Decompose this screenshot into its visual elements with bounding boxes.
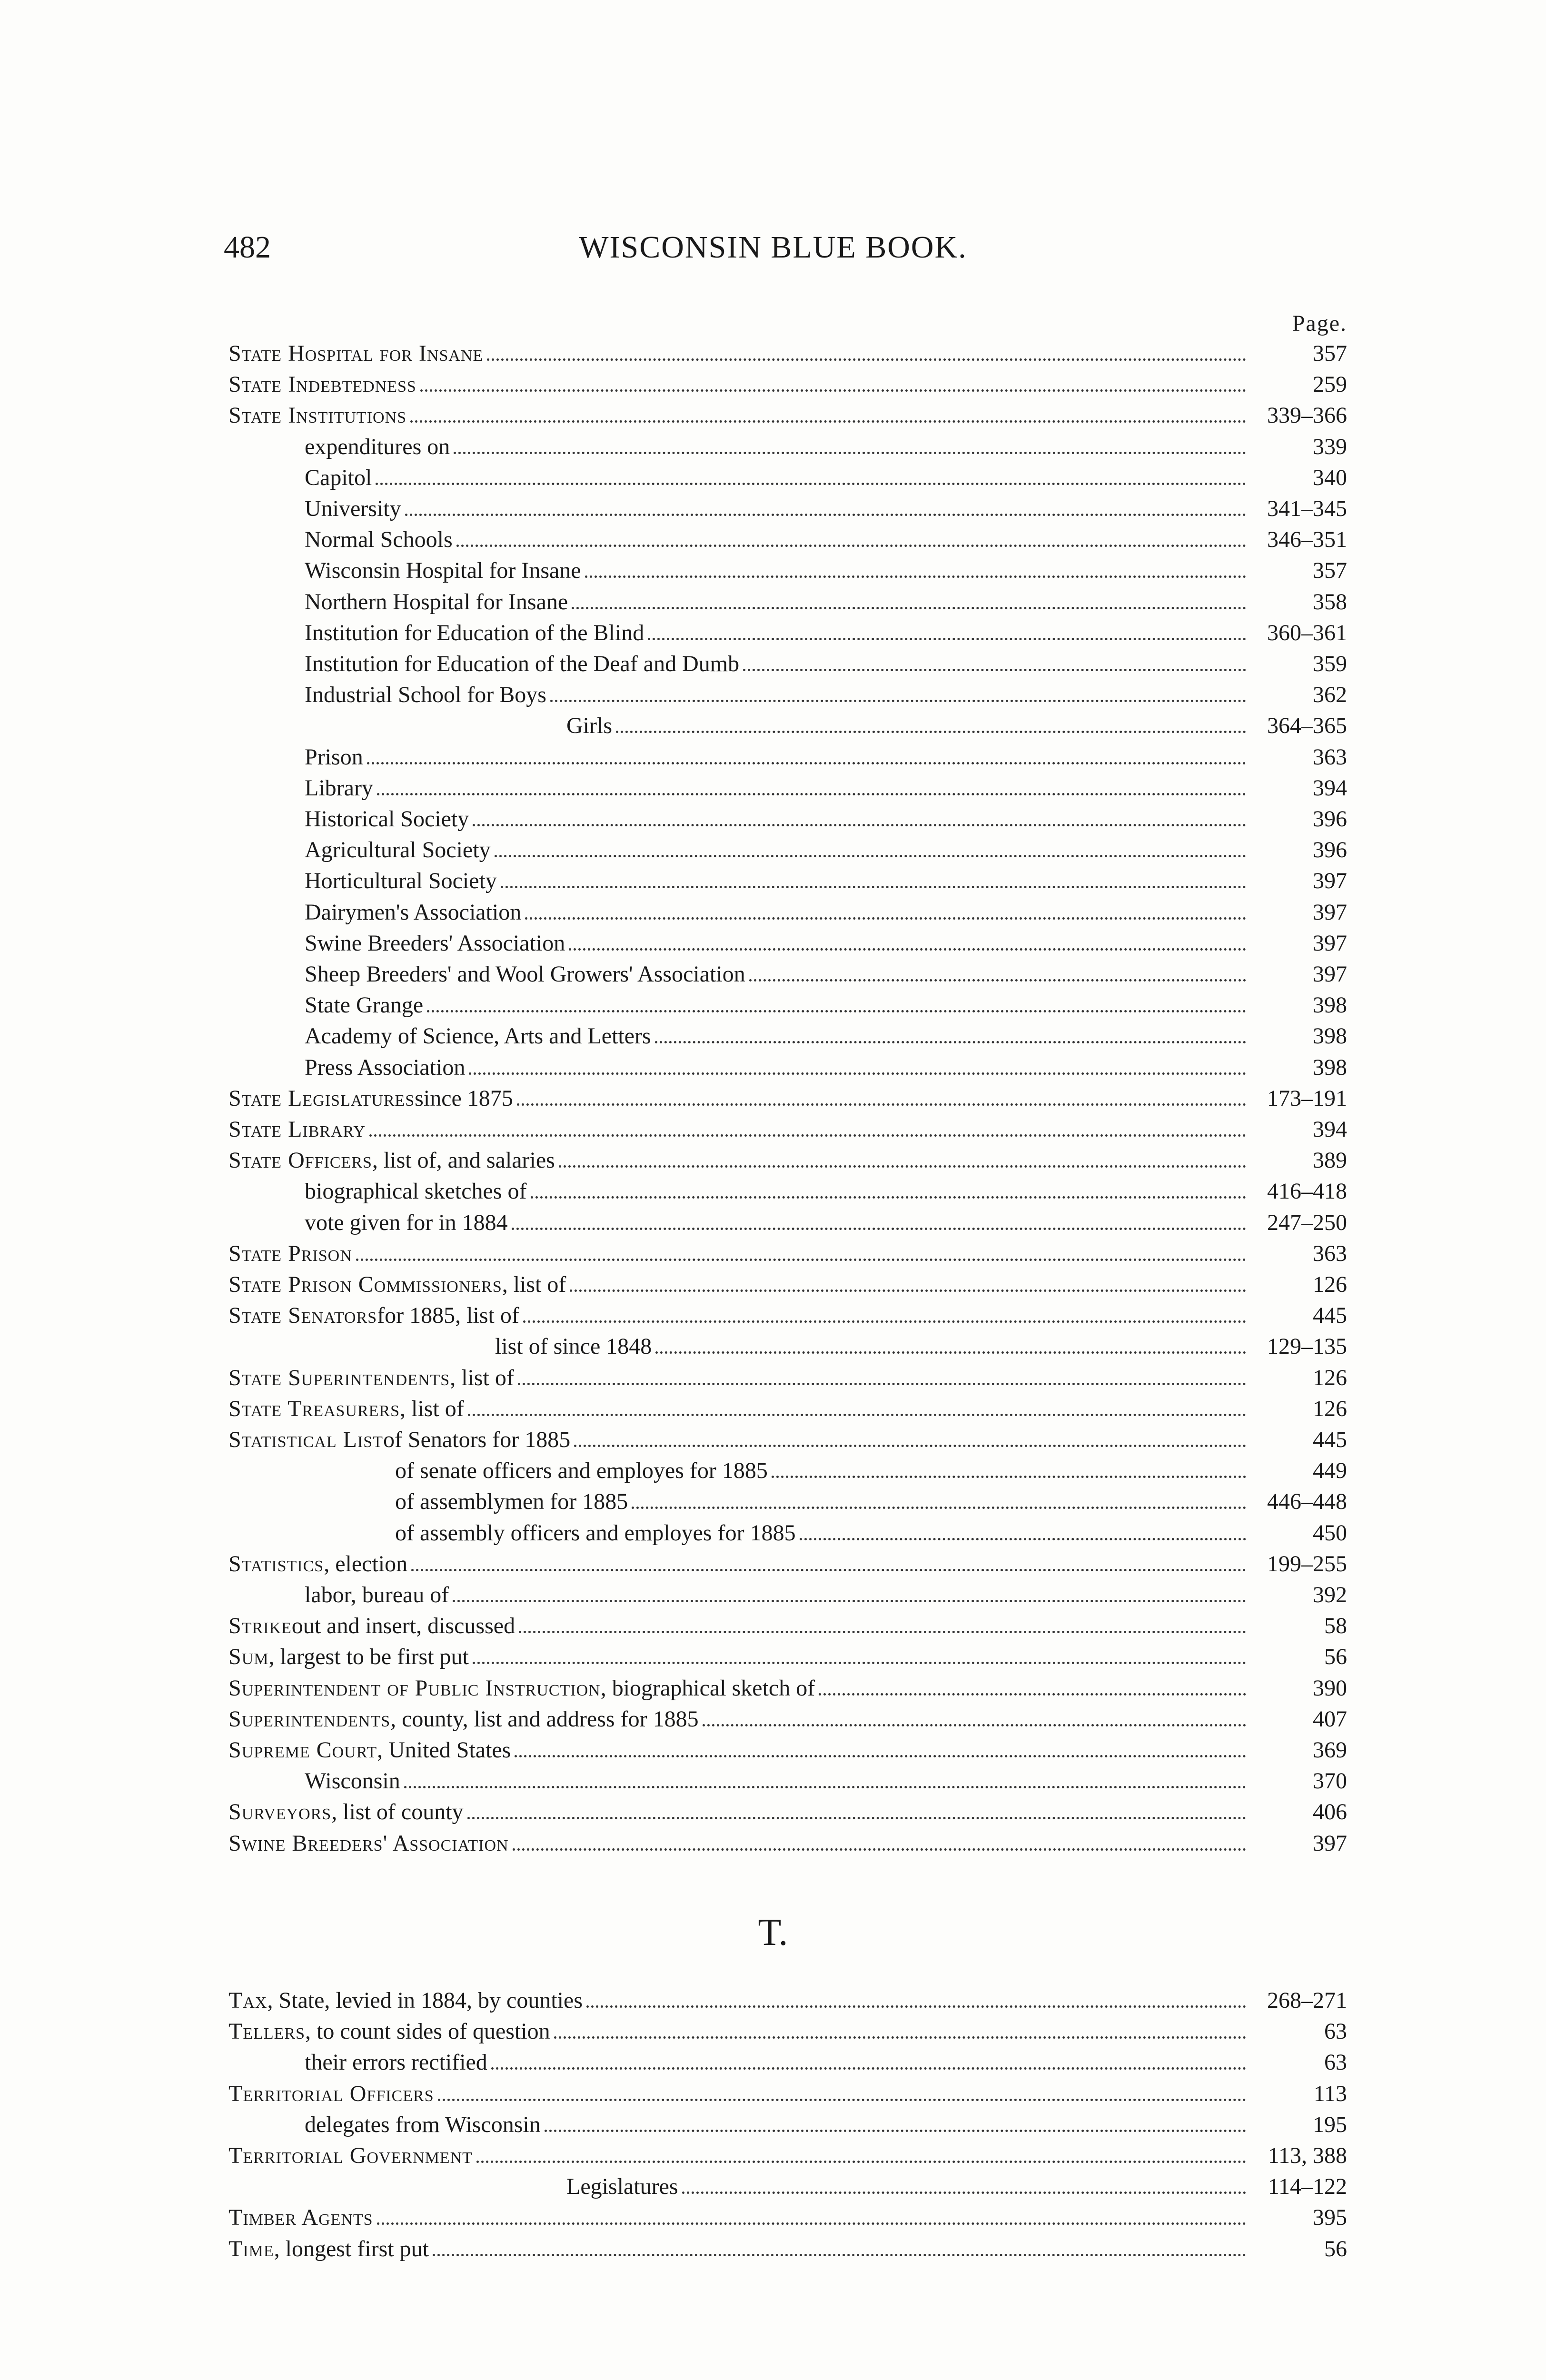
dot-leader	[523, 1314, 1246, 1323]
dot-leader	[473, 1655, 1246, 1664]
dot-leader	[616, 724, 1246, 733]
entry-page-number: 195	[1313, 2112, 1347, 2137]
entry-page-number: 346–351	[1267, 527, 1347, 553]
dot-leader	[800, 1531, 1246, 1540]
entry-page-number: 364–365	[1267, 713, 1347, 739]
entry-text: , county, list and address for 1885	[390, 1706, 699, 1732]
index-entry	[0, 555, 1546, 586]
entry-page-number: 396	[1313, 837, 1347, 863]
entry-heading: State Hospital for Insane	[228, 341, 484, 366]
entry-page-number: 392	[1313, 1582, 1347, 1607]
entry-page-number: 397	[1313, 868, 1347, 894]
dot-leader	[572, 600, 1246, 609]
dot-leader	[517, 1097, 1246, 1106]
entry-heading: State Prison Commissioners	[228, 1272, 502, 1297]
dot-leader	[559, 1159, 1246, 1168]
dot-leader	[438, 2092, 1246, 2101]
index-entry	[0, 1828, 1546, 1859]
entry-page-number: 397	[1313, 899, 1347, 925]
index-entry	[0, 2171, 1546, 2202]
index-entry	[0, 679, 1546, 711]
entry-heading: Tax	[228, 1988, 268, 2013]
dot-leader	[655, 1345, 1246, 1354]
index-entry	[0, 1145, 1546, 1176]
entry-page-number: 390	[1313, 1675, 1347, 1701]
entry-text: , biographical sketch of	[600, 1675, 815, 1701]
entry-text: Institution for Education of the Deaf and Dumb	[305, 651, 740, 676]
dot-leader	[410, 414, 1246, 423]
index-entry	[0, 1579, 1546, 1611]
entry-text: vote given for in 1884	[305, 1210, 508, 1235]
entry-page-number: 56	[1324, 2236, 1347, 2261]
entry-text: of Senators for 1885	[383, 1427, 571, 1452]
dot-leader	[655, 1034, 1246, 1043]
entry-text: , list of	[400, 1396, 464, 1421]
dot-leader	[531, 1190, 1247, 1199]
entry-text: , list of	[450, 1365, 514, 1390]
entry-page-number: 126	[1313, 1396, 1347, 1421]
entry-text: , largest to be first put	[268, 1644, 469, 1670]
entry-heading: State Senators	[228, 1303, 377, 1329]
entry-text: Agricultural Society	[305, 837, 491, 863]
dot-leader	[491, 2061, 1246, 2070]
entry-text: Capitol	[305, 465, 372, 490]
entry-heading: Statistical List	[228, 1427, 383, 1452]
index-entry	[0, 1176, 1546, 1207]
dot-leader	[467, 1810, 1246, 1819]
entry-text: expenditures on	[305, 434, 450, 459]
entry-text: State Grange	[305, 992, 424, 1018]
entry-heading: Tellers	[228, 2019, 305, 2044]
dot-leader	[405, 507, 1246, 516]
index-entry	[0, 2078, 1546, 2110]
entry-text: list of since 1848	[495, 1334, 652, 1359]
entry-text: Horticultural Society	[305, 868, 497, 894]
entry-heading: Sum	[228, 1644, 269, 1670]
entry-heading: Strike	[228, 1613, 292, 1639]
dot-leader	[513, 1842, 1246, 1851]
index-entry	[0, 462, 1546, 494]
entry-page-number: 389	[1313, 1148, 1347, 1173]
entry-text: Northern Hospital for Insane	[305, 589, 568, 615]
entry-page-number: 357	[1313, 558, 1347, 584]
entry-page-number: 370	[1313, 1768, 1347, 1794]
dot-leader	[411, 1562, 1246, 1571]
entry-text: Institution for Education of the Blind	[305, 620, 644, 645]
dot-leader	[454, 445, 1246, 454]
entry-page-number: 339–366	[1267, 403, 1347, 428]
dot-leader	[743, 662, 1246, 671]
index-entry	[0, 431, 1546, 463]
index-entry	[0, 1704, 1546, 1735]
dot-leader	[469, 1066, 1246, 1075]
dot-leader	[473, 817, 1246, 826]
index-entry	[0, 1021, 1546, 1052]
dot-leader	[545, 2123, 1246, 2132]
entry-text: Girls	[566, 713, 612, 739]
entry-page-number: 394	[1313, 1117, 1347, 1142]
index-entry	[0, 897, 1546, 928]
dot-leader	[585, 569, 1246, 578]
entry-text: Prison	[305, 744, 363, 770]
entry-heading: State Legislatures	[228, 1085, 415, 1111]
dot-leader	[632, 1500, 1246, 1509]
index-entry	[0, 493, 1546, 525]
index-entry	[0, 928, 1546, 959]
entry-text: delegates from Wisconsin	[305, 2112, 541, 2137]
entry-page-number: 450	[1313, 1520, 1347, 1546]
entry-text: Library	[305, 775, 373, 801]
entry-heading: Supreme Court	[228, 1737, 377, 1763]
page-column-label: Page.	[1292, 311, 1347, 336]
entry-text: , list of, and salaries	[372, 1148, 555, 1173]
index-entry	[0, 834, 1546, 866]
entry-page-number: 114–122	[1268, 2174, 1347, 2200]
entry-page-number: 247–250	[1267, 1210, 1347, 1235]
index-entry	[0, 2202, 1546, 2233]
entry-page-number: 259	[1313, 372, 1347, 397]
entry-page-number: 416–418	[1267, 1179, 1347, 1204]
entry-heading: State Prison	[228, 1240, 352, 1266]
dot-leader	[456, 538, 1246, 547]
entry-page-number: 341–345	[1267, 496, 1347, 521]
index-entry	[0, 400, 1546, 431]
entry-text: since 1875	[415, 1085, 513, 1111]
index-entry	[0, 1610, 1546, 1642]
entry-text: Historical Society	[305, 806, 469, 832]
index-entry	[0, 1548, 1546, 1580]
index-entry	[0, 648, 1546, 680]
index-entry	[0, 2233, 1546, 2265]
index-entry	[0, 1393, 1546, 1425]
dot-leader	[518, 1376, 1246, 1385]
entry-text: Academy of Science, Arts and Letters	[305, 1023, 651, 1049]
entry-heading: State Treasurers	[228, 1396, 400, 1421]
entry-page-number: 396	[1313, 806, 1347, 832]
entry-text: of assemblymen for 1885	[395, 1489, 628, 1515]
entry-page-number: 63	[1324, 2050, 1347, 2075]
entry-text: Normal Schools	[305, 527, 453, 553]
dot-leader	[819, 1686, 1246, 1696]
entry-page-number: 445	[1313, 1427, 1347, 1452]
entry-page-number: 113, 388	[1268, 2143, 1347, 2168]
dot-leader	[404, 1779, 1246, 1788]
index-entry	[0, 742, 1546, 773]
dot-leader	[501, 879, 1246, 888]
index-entry	[0, 1362, 1546, 1394]
dot-leader	[367, 755, 1246, 764]
entry-text: their errors rectified	[305, 2050, 487, 2075]
index-entry	[0, 1114, 1546, 1145]
entry-heading: Time	[228, 2236, 274, 2261]
entry-page-number: 395	[1313, 2205, 1347, 2231]
entry-page-number: 363	[1313, 1240, 1347, 1266]
entry-page-number: 449	[1313, 1458, 1347, 1484]
book-title: WISCONSIN BLUE BOOK.	[579, 230, 967, 265]
index-entry	[0, 710, 1546, 742]
entry-page-number: 268–271	[1267, 1988, 1347, 2013]
index-entry	[0, 1269, 1546, 1300]
dot-leader	[570, 1283, 1246, 1292]
index-entry	[0, 803, 1546, 835]
index-entry	[0, 1517, 1546, 1549]
entry-page-number: 58	[1324, 1613, 1347, 1639]
index-entry	[0, 990, 1546, 1021]
index-entry	[0, 1985, 1546, 2016]
dot-leader	[427, 1003, 1246, 1012]
entry-text: Swine Breeders' Association	[305, 930, 565, 956]
entry-page-number: 398	[1313, 1054, 1347, 1080]
entry-page-number: 407	[1313, 1706, 1347, 1732]
entry-page-number: 357	[1313, 341, 1347, 366]
index-entry	[0, 586, 1546, 618]
index-entry	[0, 2047, 1546, 2078]
entry-text: Industrial School for Boys	[305, 682, 546, 708]
dot-leader	[749, 972, 1246, 982]
entry-text: Wisconsin Hospital for Insane	[305, 558, 581, 584]
entry-page-number: 446–448	[1267, 1489, 1347, 1515]
entry-text: , longest first put	[274, 2236, 429, 2261]
entry-heading: State Library	[228, 1117, 366, 1142]
entry-heading: Territorial Officers	[228, 2081, 434, 2106]
entry-text: Legislatures	[566, 2174, 678, 2200]
entry-text: Sheep Breeders' and Wool Growers' Association	[305, 962, 745, 987]
entry-page-number: 340	[1313, 465, 1347, 490]
index-entry	[0, 773, 1546, 804]
entry-page-number: 359	[1313, 651, 1347, 676]
index-entry	[0, 1238, 1546, 1269]
entry-heading: State Institutions	[228, 403, 407, 428]
page-number: 482	[224, 230, 271, 265]
entry-page-number: 129–135	[1267, 1334, 1347, 1359]
entry-page-number: 398	[1313, 1023, 1347, 1049]
index-entry	[0, 1765, 1546, 1797]
dot-leader	[433, 2247, 1246, 2256]
index-entry	[0, 1207, 1546, 1239]
index-entry	[0, 524, 1546, 555]
dot-leader	[519, 1624, 1246, 1633]
dot-leader	[772, 1469, 1246, 1478]
index-entry	[0, 2109, 1546, 2141]
entry-text: , election	[324, 1551, 408, 1577]
page-header	[0, 228, 1546, 267]
entry-heading: State Officers	[228, 1148, 372, 1173]
entry-heading: Surveyors	[228, 1799, 332, 1825]
index-entry	[0, 1455, 1546, 1487]
entry-page-number: 56	[1324, 1644, 1347, 1670]
index-entry	[0, 1083, 1546, 1114]
entry-text: , United States	[377, 1737, 511, 1763]
entry-text: labor, bureau of	[305, 1582, 449, 1607]
entry-page-number: 406	[1313, 1799, 1347, 1825]
dot-leader	[515, 1748, 1246, 1757]
entry-page-number: 339	[1313, 434, 1347, 459]
index-entry	[0, 2016, 1546, 2047]
entry-text: , list of	[502, 1272, 566, 1297]
entry-text: University	[305, 496, 401, 521]
index-entry	[0, 1331, 1546, 1362]
dot-leader	[648, 631, 1246, 640]
dot-leader	[574, 1438, 1246, 1447]
dot-leader	[682, 2185, 1246, 2194]
entry-heading: Territorial Government	[228, 2143, 473, 2168]
index-entry	[0, 1796, 1546, 1828]
entry-heading: Swine Breeders' Association	[228, 1830, 509, 1856]
entry-text: biographical sketches of	[305, 1179, 527, 1204]
dot-leader	[476, 2154, 1246, 2163]
entry-text: , to count sides of question	[305, 2019, 550, 2044]
entry-page-number: 397	[1313, 1830, 1347, 1856]
dot-leader	[356, 1252, 1246, 1261]
dot-leader	[377, 786, 1246, 795]
entry-page-number: 363	[1313, 744, 1347, 770]
section-letter: T.	[758, 1912, 788, 1954]
entry-text: , State, levied in 1884, by counties	[267, 1988, 583, 2013]
entry-heading: State Indebtedness	[228, 372, 416, 397]
index-entry	[0, 1641, 1546, 1673]
entry-page-number: 398	[1313, 992, 1347, 1018]
entry-page-number: 173–191	[1267, 1085, 1347, 1111]
dot-leader	[369, 1128, 1246, 1137]
dot-leader	[376, 476, 1246, 485]
entry-heading: Statistics	[228, 1551, 324, 1577]
dot-leader	[453, 1593, 1246, 1602]
entry-heading: Timber Agents	[228, 2205, 373, 2231]
dot-leader	[554, 2030, 1246, 2039]
dot-leader	[512, 1221, 1246, 1230]
entry-text: of assembly officers and employes for 1885	[395, 1520, 796, 1546]
index-entry	[0, 2140, 1546, 2172]
dot-leader	[468, 1407, 1246, 1416]
entry-heading: Superintendents	[228, 1706, 391, 1732]
index-entry	[0, 338, 1546, 369]
dot-leader	[550, 693, 1246, 702]
index-entry	[0, 865, 1546, 897]
dot-leader	[703, 1717, 1246, 1726]
entry-text: of senate officers and employes for 1885	[395, 1458, 768, 1484]
index-entry	[0, 1052, 1546, 1083]
entry-page-number: 358	[1313, 589, 1347, 615]
dot-leader	[569, 942, 1246, 951]
entry-page-number: 126	[1313, 1272, 1347, 1297]
dot-leader	[525, 911, 1246, 920]
entry-page-number: 362	[1313, 682, 1347, 708]
index-entry	[0, 1424, 1546, 1456]
entry-page-number: 63	[1324, 2019, 1347, 2044]
index-entry	[0, 369, 1546, 400]
entry-heading: State Superintendents	[228, 1365, 450, 1390]
entry-heading: Superintendent of Public Instruction	[228, 1675, 601, 1701]
dot-leader	[586, 1999, 1246, 2008]
entry-text: , list of county	[331, 1799, 464, 1825]
entry-page-number: 369	[1313, 1737, 1347, 1763]
dot-leader	[487, 352, 1246, 361]
dot-leader	[495, 848, 1246, 857]
entry-text: Wisconsin	[305, 1768, 400, 1794]
entry-text: for 1885, list of	[377, 1303, 519, 1329]
index-entry	[0, 1735, 1546, 1766]
index-entry	[0, 959, 1546, 990]
index-entry	[0, 1486, 1546, 1517]
entry-page-number: 199–255	[1267, 1551, 1347, 1577]
index-entry	[0, 617, 1546, 649]
dot-leader	[420, 383, 1246, 392]
entry-page-number: 360–361	[1267, 620, 1347, 645]
entry-page-number: 445	[1313, 1303, 1347, 1329]
entry-page-number: 397	[1313, 930, 1347, 956]
dot-leader	[377, 2216, 1246, 2225]
entry-text: out and insert, discussed	[291, 1613, 515, 1639]
entry-page-number: 113	[1313, 2081, 1347, 2106]
index-entry	[0, 1300, 1546, 1331]
entry-page-number: 397	[1313, 962, 1347, 987]
entry-page-number: 394	[1313, 775, 1347, 801]
entry-page-number: 126	[1313, 1365, 1347, 1390]
entry-text: Dairymen's Association	[305, 899, 522, 925]
entry-text: Press Association	[305, 1054, 466, 1080]
index-entry	[0, 1673, 1546, 1704]
